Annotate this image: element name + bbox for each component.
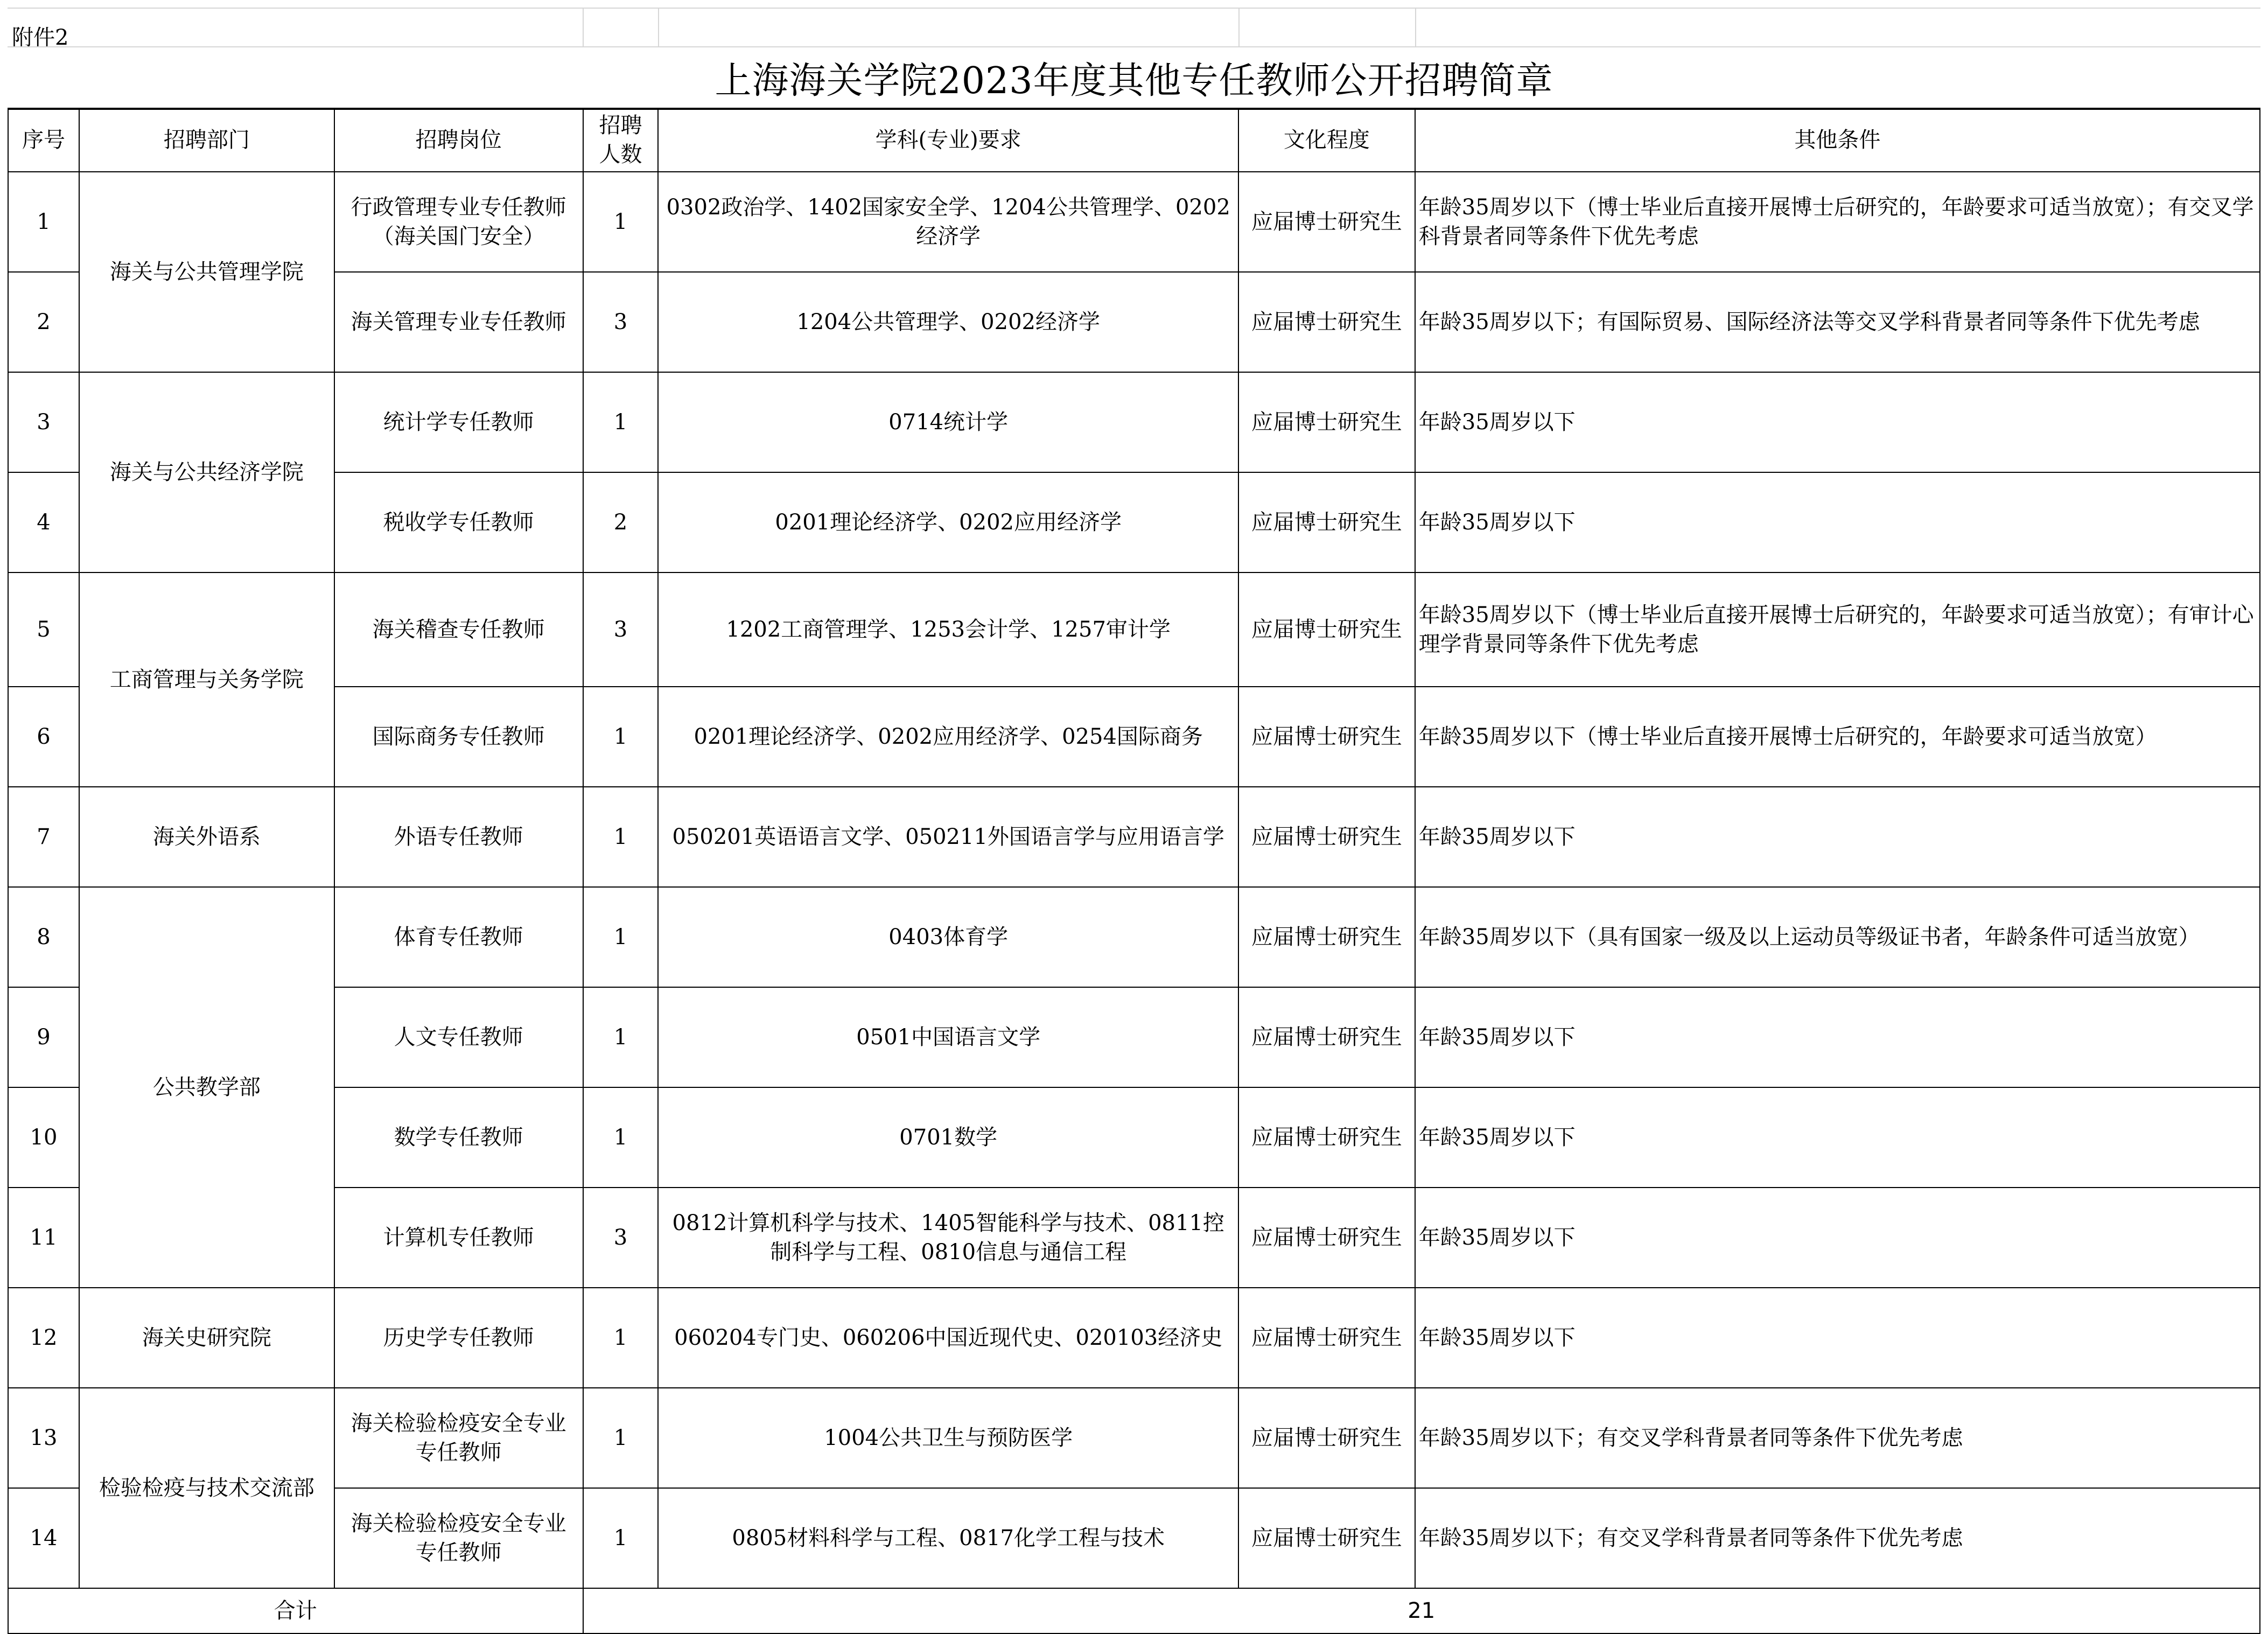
cell-major: 0812计算机科学与技术、1405智能科学与技术、0811控制科学与工程、0810信息与通信工程 bbox=[658, 1188, 1238, 1288]
cell-count: 1 bbox=[583, 1288, 659, 1388]
cell-education: 应届博士研究生 bbox=[1238, 687, 1415, 787]
cell-count: 1 bbox=[583, 687, 659, 787]
cell-seq: 12 bbox=[8, 1288, 79, 1388]
cell-department: 公共教学部 bbox=[79, 887, 334, 1288]
cell-major: 0701数学 bbox=[658, 1087, 1238, 1188]
cell-education: 应届博士研究生 bbox=[1238, 272, 1415, 372]
total-value: 21 bbox=[583, 1588, 2260, 1633]
total-row bbox=[8, 1588, 2260, 1633]
grid-line bbox=[1415, 9, 1416, 47]
cell-major: 0714统计学 bbox=[658, 372, 1238, 472]
cell-department: 工商管理与关务学院 bbox=[79, 572, 334, 787]
cell-other: 年龄35周岁以下 bbox=[1415, 1288, 2260, 1388]
cell-major: 0201理论经济学、0202应用经济学、0254国际商务 bbox=[658, 687, 1238, 787]
cell-position: 税收学专任教师 bbox=[334, 472, 583, 572]
cell-major: 1004公共卫生与预防医学 bbox=[658, 1388, 1238, 1488]
title-row bbox=[8, 46, 2260, 110]
cell-position: 海关检验检疫安全专业专任教师 bbox=[334, 1388, 583, 1488]
cell-major: 1202工商管理学、1253会计学、1257审计学 bbox=[658, 572, 1238, 687]
cell-count: 3 bbox=[583, 1188, 659, 1288]
table-row bbox=[8, 372, 2260, 472]
cell-other: 年龄35周岁以下（具有国家一级及以上运动员等级证书者，年龄条件可适当放宽） bbox=[1415, 887, 2260, 987]
cell-count: 1 bbox=[583, 1388, 659, 1488]
table-row bbox=[8, 1188, 2260, 1288]
cell-position: 人文专任教师 bbox=[334, 987, 583, 1087]
cell-education: 应届博士研究生 bbox=[1238, 1488, 1415, 1588]
total-label: 合计 bbox=[8, 1588, 583, 1633]
cell-other: 年龄35周岁以下 bbox=[1415, 1188, 2260, 1288]
cell-count: 3 bbox=[583, 272, 659, 372]
cell-seq: 2 bbox=[8, 272, 79, 372]
table-row bbox=[8, 572, 2260, 687]
cell-position: 海关管理专业专任教师 bbox=[334, 272, 583, 372]
cell-position: 海关稽查专任教师 bbox=[334, 572, 583, 687]
cell-position: 外语专任教师 bbox=[334, 787, 583, 887]
cell-department: 海关与公共管理学院 bbox=[79, 172, 334, 372]
cell-major: 050201英语语言文学、050211外国语言学与应用语言学 bbox=[658, 787, 1238, 887]
cell-count: 1 bbox=[583, 1488, 659, 1588]
cell-education: 应届博士研究生 bbox=[1238, 1388, 1415, 1488]
cell-other: 年龄35周岁以下 bbox=[1415, 372, 2260, 472]
cell-education: 应届博士研究生 bbox=[1238, 172, 1415, 272]
annex-row bbox=[8, 8, 2260, 50]
recruitment-table bbox=[8, 108, 2260, 1634]
table-row bbox=[8, 1388, 2260, 1488]
grid-line bbox=[658, 9, 659, 47]
cell-major: 060204专门史、060206中国近现代史、020103经济史 bbox=[658, 1288, 1238, 1388]
cell-other: 年龄35周岁以下（博士毕业后直接开展博士后研究的，年龄要求可适当放宽）；有审计心理学背景同等条件下优先考虑 bbox=[1415, 572, 2260, 687]
cell-education: 应届博士研究生 bbox=[1238, 987, 1415, 1087]
cell-count: 1 bbox=[583, 787, 659, 887]
cell-count: 1 bbox=[583, 1087, 659, 1188]
cell-department: 海关外语系 bbox=[79, 787, 334, 887]
cell-seq: 14 bbox=[8, 1488, 79, 1588]
cell-education: 应届博士研究生 bbox=[1238, 572, 1415, 687]
cell-seq: 5 bbox=[8, 572, 79, 687]
cell-seq: 11 bbox=[8, 1188, 79, 1288]
cell-count: 1 bbox=[583, 887, 659, 987]
cell-other: 年龄35周岁以下（博士毕业后直接开展博士后研究的，年龄要求可适当放宽）；有交叉学科背景者同等条件下优先考虑 bbox=[1415, 172, 2260, 272]
annex-label: 附件2 bbox=[12, 25, 69, 50]
table-row bbox=[8, 987, 2260, 1087]
cell-position: 国际商务专任教师 bbox=[334, 687, 583, 787]
cell-education: 应届博士研究生 bbox=[1238, 887, 1415, 987]
table-row bbox=[8, 1087, 2260, 1188]
table-row bbox=[8, 687, 2260, 787]
cell-count: 1 bbox=[583, 172, 659, 272]
cell-position: 数学专任教师 bbox=[334, 1087, 583, 1188]
header-department: 招聘部门 bbox=[79, 108, 334, 172]
cell-other: 年龄35周岁以下 bbox=[1415, 472, 2260, 572]
header-other: 其他条件 bbox=[1415, 108, 2260, 172]
cell-seq: 3 bbox=[8, 372, 79, 472]
table-row bbox=[8, 1488, 2260, 1588]
cell-seq: 4 bbox=[8, 472, 79, 572]
cell-education: 应届博士研究生 bbox=[1238, 372, 1415, 472]
header-position: 招聘岗位 bbox=[334, 108, 583, 172]
table-row bbox=[8, 887, 2260, 987]
cell-seq: 10 bbox=[8, 1087, 79, 1188]
cell-education: 应届博士研究生 bbox=[1238, 1188, 1415, 1288]
cell-seq: 1 bbox=[8, 172, 79, 272]
cell-education: 应届博士研究生 bbox=[1238, 1087, 1415, 1188]
table-row bbox=[8, 172, 2260, 272]
cell-major: 1204公共管理学、0202经济学 bbox=[658, 272, 1238, 372]
cell-other: 年龄35周岁以下；有国际贸易、国际经济法等交叉学科背景者同等条件下优先考虑 bbox=[1415, 272, 2260, 372]
table-row bbox=[8, 787, 2260, 887]
cell-seq: 6 bbox=[8, 687, 79, 787]
cell-seq: 13 bbox=[8, 1388, 79, 1488]
header-education: 文化程度 bbox=[1238, 108, 1415, 172]
cell-count: 1 bbox=[583, 372, 659, 472]
cell-major: 0805材料科学与工程、0817化学工程与技术 bbox=[658, 1488, 1238, 1588]
cell-major: 0501中国语言文学 bbox=[658, 987, 1238, 1087]
cell-other: 年龄35周岁以下 bbox=[1415, 987, 2260, 1087]
page-title: 上海海关学院2023年度其他专任教师公开招聘简章 bbox=[715, 59, 1553, 102]
cell-position: 统计学专任教师 bbox=[334, 372, 583, 472]
cell-other: 年龄35周岁以下；有交叉学科背景者同等条件下优先考虑 bbox=[1415, 1488, 2260, 1588]
cell-other: 年龄35周岁以下 bbox=[1415, 787, 2260, 887]
cell-education: 应届博士研究生 bbox=[1238, 787, 1415, 887]
header-count: 招聘人数 bbox=[583, 108, 659, 172]
cell-major: 0201理论经济学、0202应用经济学 bbox=[658, 472, 1238, 572]
cell-department: 检验检疫与技术交流部 bbox=[79, 1388, 334, 1588]
cell-count: 1 bbox=[583, 987, 659, 1087]
grid-line bbox=[1238, 9, 1240, 47]
header-seq: 序号 bbox=[8, 108, 79, 172]
cell-department: 海关史研究院 bbox=[79, 1288, 334, 1388]
cell-department: 海关与公共经济学院 bbox=[79, 372, 334, 572]
cell-position: 体育专任教师 bbox=[334, 887, 583, 987]
grid-line bbox=[583, 9, 584, 47]
cell-major: 0302政治学、1402国家安全学、1204公共管理学、0202经济学 bbox=[658, 172, 1238, 272]
table-row bbox=[8, 472, 2260, 572]
table-row bbox=[8, 272, 2260, 372]
cell-other: 年龄35周岁以下；有交叉学科背景者同等条件下优先考虑 bbox=[1415, 1388, 2260, 1488]
cell-education: 应届博士研究生 bbox=[1238, 472, 1415, 572]
cell-count: 3 bbox=[583, 572, 659, 687]
cell-position: 海关检验检疫安全专业专任教师 bbox=[334, 1488, 583, 1588]
header-major: 学科(专业)要求 bbox=[658, 108, 1238, 172]
cell-seq: 7 bbox=[8, 787, 79, 887]
cell-count: 2 bbox=[583, 472, 659, 572]
cell-position: 历史学专任教师 bbox=[334, 1288, 583, 1388]
cell-other: 年龄35周岁以下（博士毕业后直接开展博士后研究的，年龄要求可适当放宽） bbox=[1415, 687, 2260, 787]
cell-position: 行政管理专业专任教师（海关国门安全） bbox=[334, 172, 583, 272]
cell-other: 年龄35周岁以下 bbox=[1415, 1087, 2260, 1188]
header-row bbox=[8, 108, 2260, 172]
cell-education: 应届博士研究生 bbox=[1238, 1288, 1415, 1388]
cell-seq: 8 bbox=[8, 887, 79, 987]
cell-position: 计算机专任教师 bbox=[334, 1188, 583, 1288]
table-row bbox=[8, 1288, 2260, 1388]
cell-major: 0403体育学 bbox=[658, 887, 1238, 987]
cell-seq: 9 bbox=[8, 987, 79, 1087]
